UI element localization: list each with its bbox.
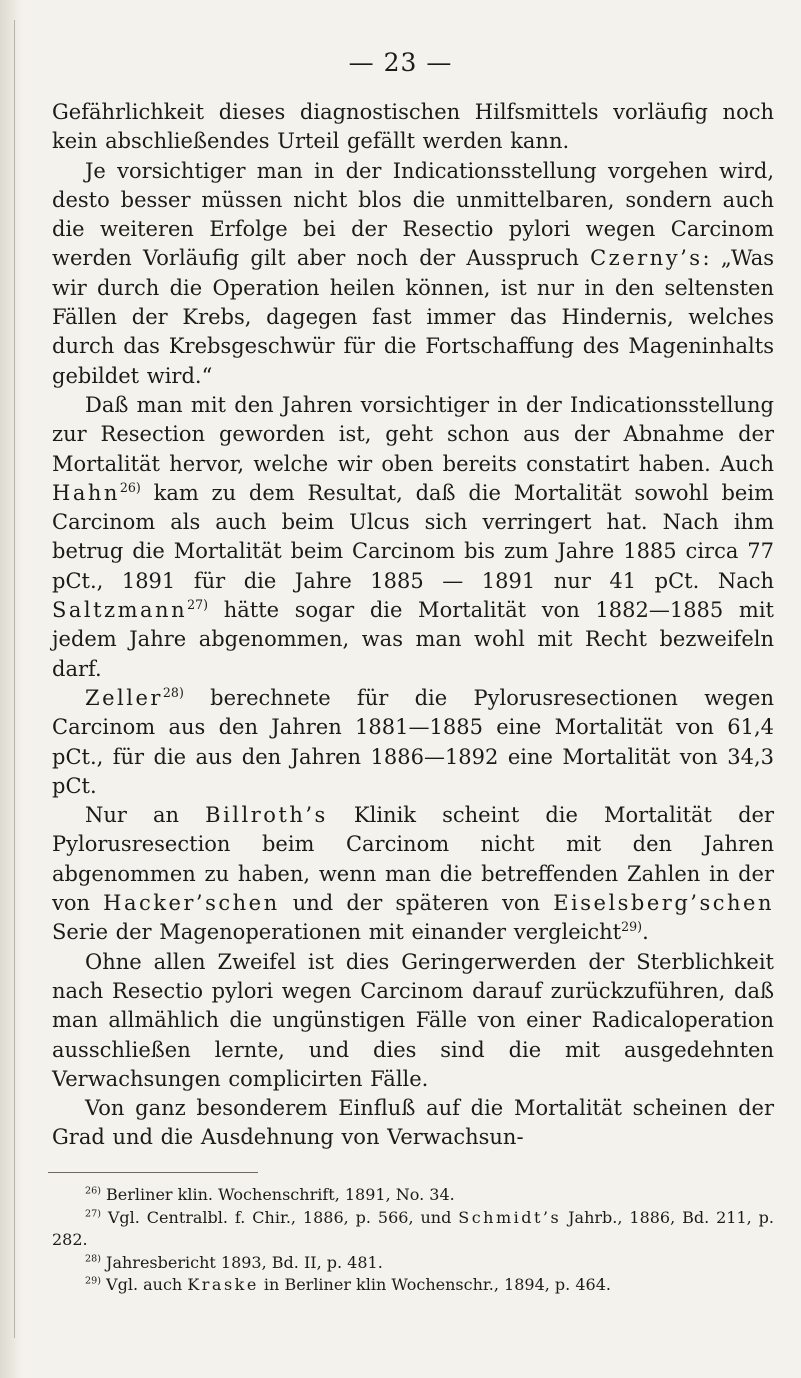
footnote-29	[52, 1274, 774, 1297]
footnote-text: Berliner klin. Wochenschrift, 1891, No. 34.	[100, 1185, 455, 1204]
p2-text-1: Je vorsichtiger man in der Indicationsstellung vorgehen wird, desto besser müssen nicht blos die unmittelbaren, sondern auch die weiteren Erfolge bei der Resectio pylori wegen Carcinom werden Vorläufig gilt aber noch der Ausspruch	[52, 158, 774, 271]
p5-text-4: Serie der Magenoperationen mit einander vergleicht	[52, 920, 622, 945]
p3-text-3: hätte sogar die Mortalität von 1882—1885 mit jedem Jahre abgenommen, was man wohl mit Recht bezweifeln darf.	[52, 598, 774, 681]
footnote-number: 27)	[85, 1208, 101, 1220]
footnote-text: in Berliner klin Wochenschr., 1894, p. 464.	[258, 1275, 611, 1294]
footnote-27	[52, 1207, 774, 1252]
author-billroth: Billroth’s	[205, 803, 328, 828]
paragraph-5	[52, 801, 774, 947]
author-saltzmann: Saltzmann	[52, 598, 188, 623]
footnote-ref-28: 28)	[162, 684, 184, 700]
footnote-text: Vgl. Centralbl. f. Chir., 1886, p. 566, und	[100, 1207, 459, 1227]
paragraph-2	[52, 157, 774, 391]
footnote-text: Jahrb., 1886, Bd. 211, p. 282.	[52, 1207, 774, 1249]
footnote-ref-27: 27)	[187, 597, 209, 613]
author-zeller: Zeller	[85, 685, 163, 710]
footnote-separator	[48, 1172, 258, 1173]
footnote-number: 28)	[85, 1253, 101, 1265]
paragraph-4	[52, 684, 774, 801]
paragraph-3	[52, 391, 774, 684]
footnote-text: Vgl. auch	[100, 1275, 188, 1294]
footnote-ref-26: 26)	[119, 479, 141, 495]
p5-text-1: Nur an	[85, 803, 206, 828]
author-eiselsberg: Eiselsberg’schen	[553, 891, 774, 916]
page-number: — 23 —	[348, 48, 453, 77]
footnote-number: 26)	[85, 1185, 101, 1197]
author-hahn: Hahn	[52, 480, 120, 505]
p5-text-2: Klinik scheint die Mortalität der Pylorusresection beim Carcinom nicht mit den Jahren abgenommen zu haben, wenn man die betreffenden Zahlen in der von	[52, 803, 774, 916]
p5-text-3: und der späteren von	[279, 891, 554, 916]
author-czerny: Czerny’s	[590, 246, 703, 271]
paragraph-1: Gefährlichkeit dieses diagnostischen Hilfsmittels vorläufig noch kein abschließendes Urteil gefällt werden kann.	[52, 100, 774, 154]
paragraph-6: Ohne allen Zweifel ist dies Geringerwerden der Sterblichkeit nach Resectio pylori wegen Carcinom darauf zurückzuführen, daß man allmählich die ungünstigen Fälle von einer Radicaloperation ausschließen lernte, und dies sind die mit ausgedehnten Verwachsungen complicirten Fälle.	[52, 949, 774, 1091]
main-text	[52, 98, 774, 1153]
footnotes	[52, 1184, 774, 1297]
author-kraske: Kraske	[187, 1275, 259, 1294]
paragraph-7: Von ganz besonderem Einfluß auf die Mortalität scheinen der Grad und die Ausdehnung von Verwachsun-	[52, 1096, 774, 1150]
footnote-ref-29: 29)	[621, 919, 643, 935]
p3-text-1: Daß man mit den Jahren vorsichtiger in der Indicationsstellung zur Resection geworden ist, geht schon aus der Abnahme der Mortalität hervor, welche wir oben bereits constatirt haben. Auch	[52, 392, 774, 476]
binding-edge	[0, 0, 22, 1378]
author-schmidt: Schmidt’s	[458, 1207, 562, 1227]
p5-text-5: .	[642, 920, 649, 945]
footnote-26	[52, 1184, 774, 1207]
author-hacker: Hacker’schen	[103, 891, 280, 916]
footnote-text: Jahresbericht 1893, Bd. II, p. 481.	[100, 1252, 383, 1272]
footnote-number: 29)	[85, 1275, 101, 1287]
footnote-28	[52, 1252, 774, 1275]
p3-text-2: kam zu dem Resultat, daß die Mortalität sowohl beim Carcinom als auch beim Ulcus sich verringert hat. Nach ihm betrug die Mortalität beim Carcinom bis zum Jahre 1885 circa 77 pCt., 1891 für die Jahre 1885 — 1891 nur 41 pCt. Nach	[52, 480, 774, 593]
p4-text-1: berechnete für die Pylorusresectionen wegen Carcinom aus den Jahren 1881—1885 eine Mortalität von 61,4 pCt., für die aus den Jahren 1886—1892 eine Mortalität von 34,3 pCt.	[52, 685, 774, 798]
binding-line	[14, 20, 15, 1338]
p2-text-2: : „Was wir durch die Operation heilen können, ist nur in den seltensten Fällen der Krebs, dagegen fast immer das Hindernis, welches durch das Krebsgeschwür für die Fortschaffung des Mageninhalts gebildet wird.“	[52, 246, 775, 388]
